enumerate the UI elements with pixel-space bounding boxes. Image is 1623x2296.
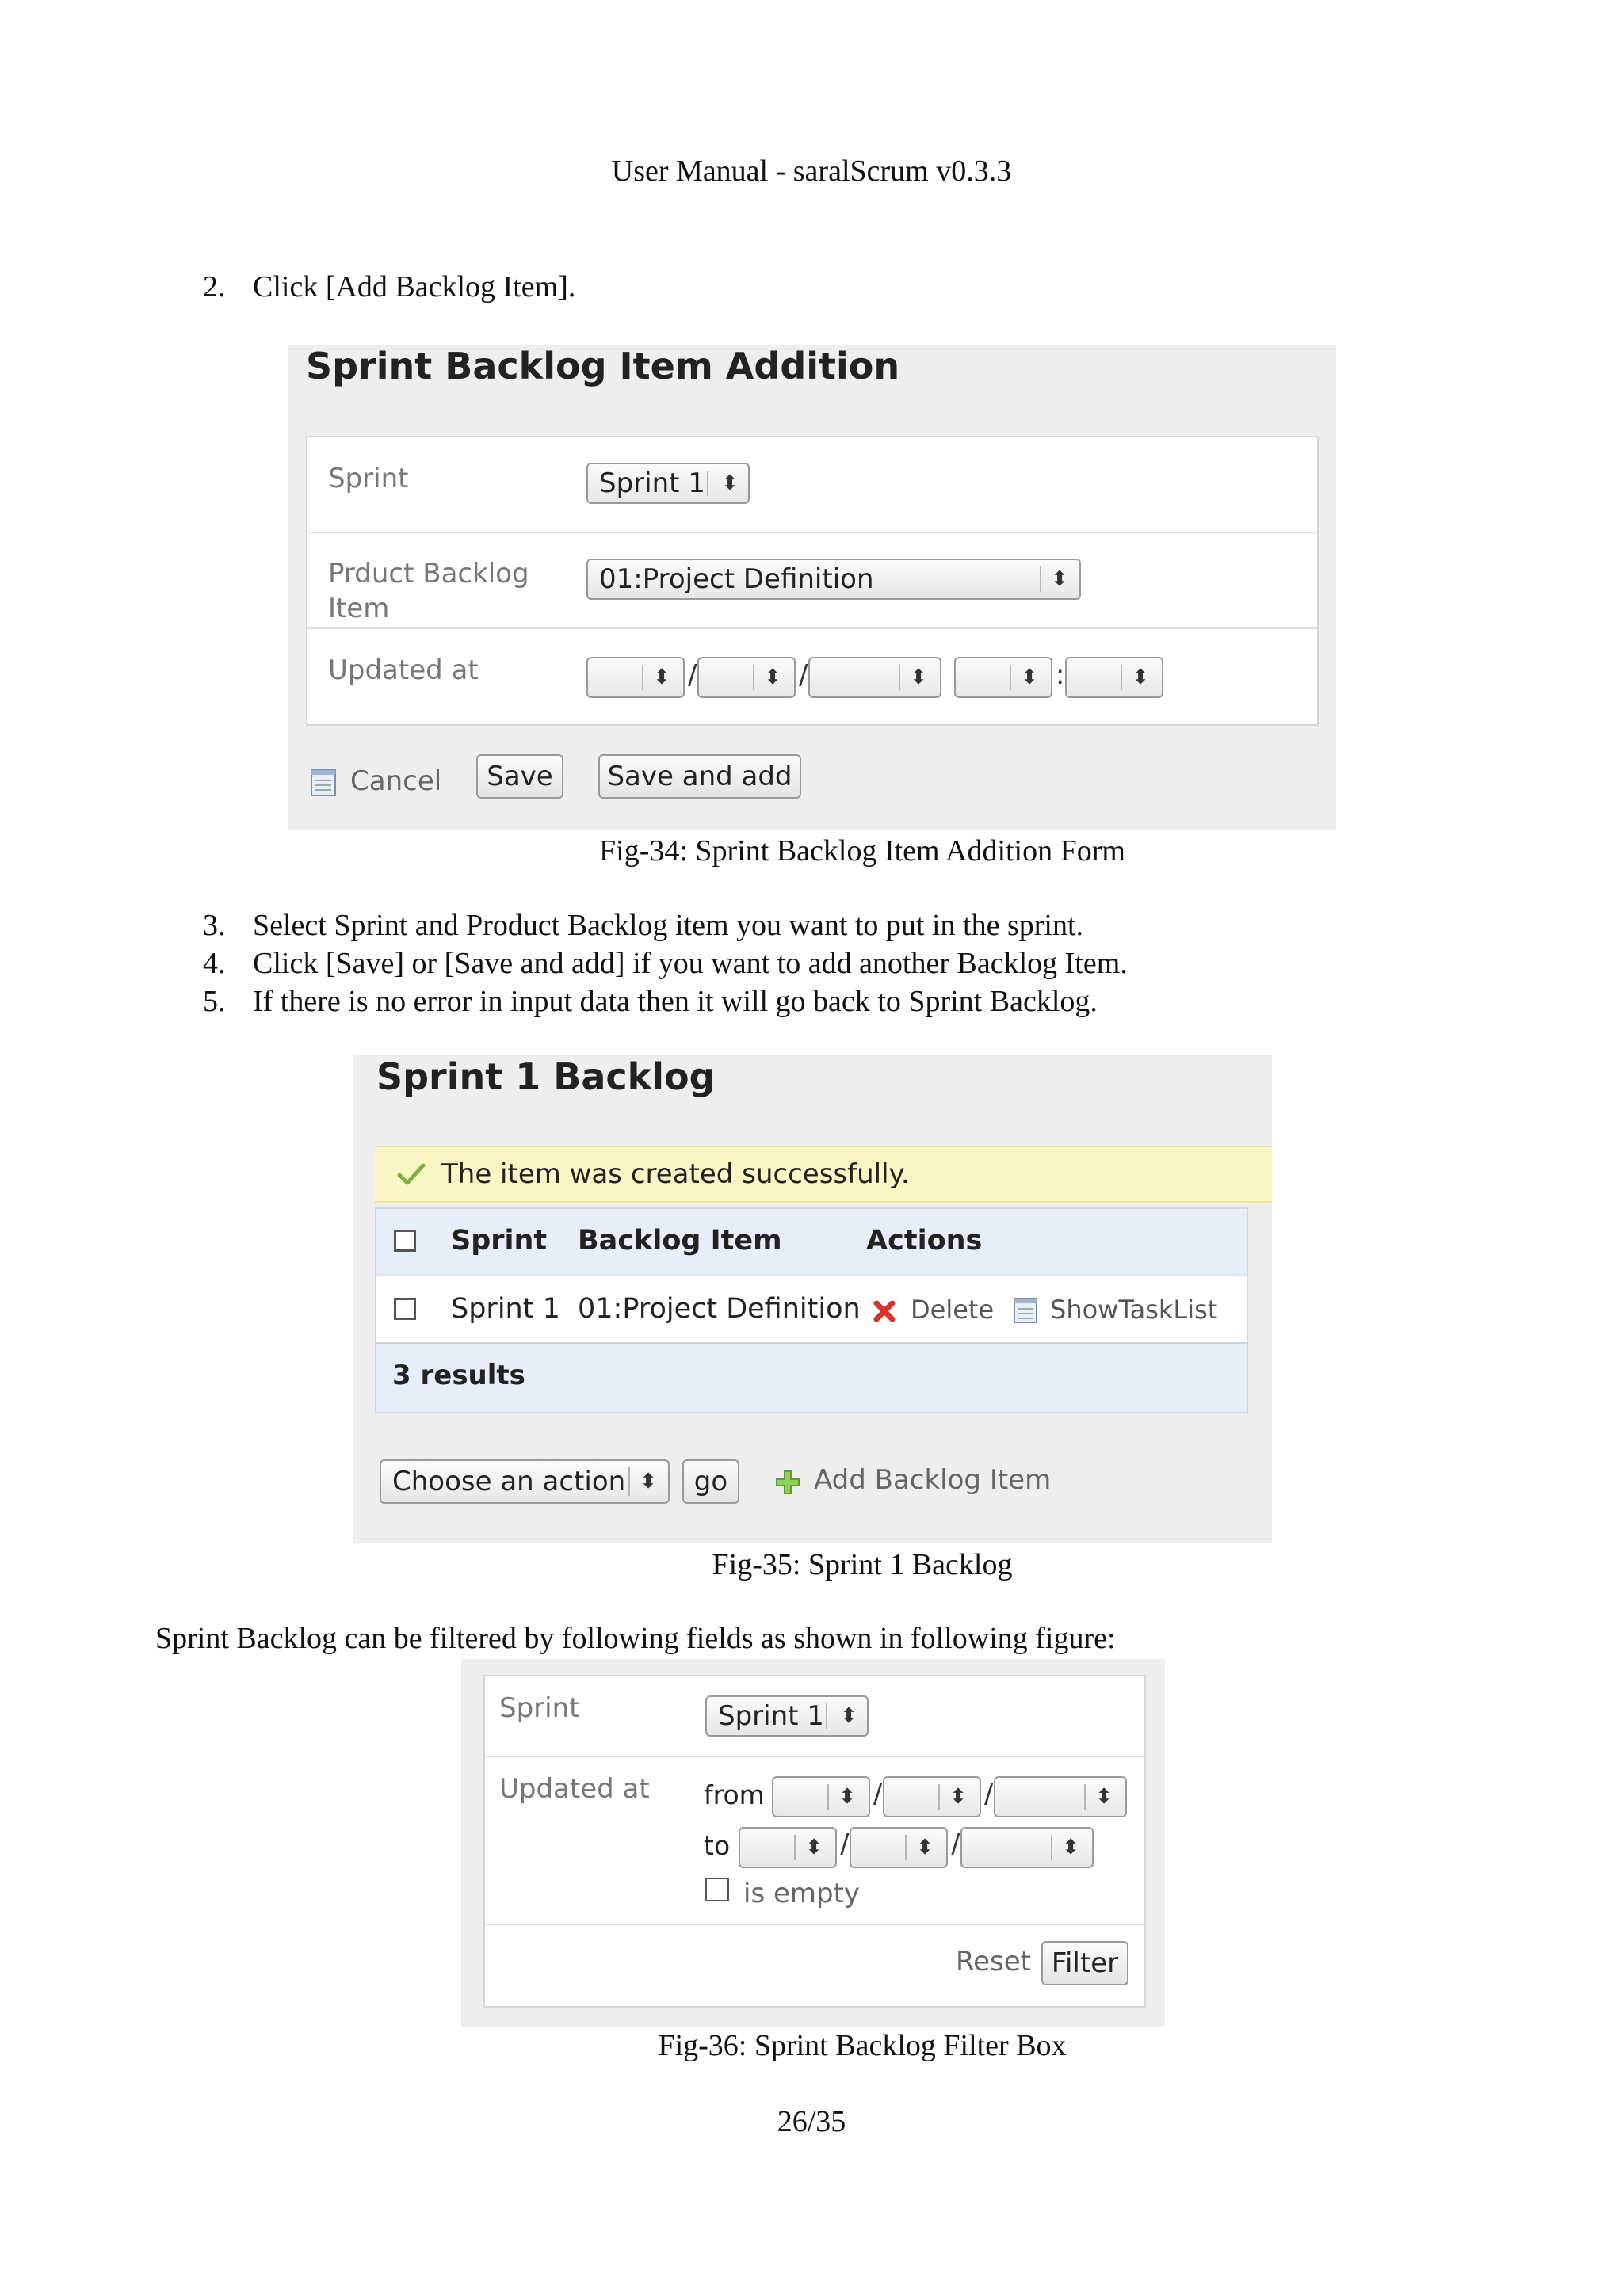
date-separator: /: [984, 1778, 994, 1810]
date-separator: /: [873, 1778, 883, 1810]
select-arrows-icon: ⬍: [1132, 666, 1149, 689]
select-arrows-icon: ⬍: [1095, 1785, 1113, 1809]
step-number: 5.: [203, 985, 226, 1018]
sprint-backlog-panel: [353, 1055, 1272, 1543]
step-number: 4.: [203, 947, 226, 980]
save-button[interactable]: Save: [476, 754, 563, 799]
figure-caption: Fig-34: Sprint Backlog Item Addition Form: [599, 834, 1125, 868]
time-separator: :: [1056, 659, 1065, 691]
filter-panel: [461, 1659, 1165, 2027]
select-arrows-icon: ⬍: [916, 1836, 934, 1859]
from-label: from: [704, 1779, 765, 1810]
checkmark-icon: [397, 1162, 426, 1186]
is-empty-label: is empty: [743, 1878, 861, 1909]
column-header-actions: Actions: [866, 1225, 983, 1257]
figure-caption: Fig-36: Sprint Backlog Filter Box: [658, 2029, 1067, 2062]
filter-button[interactable]: Filter: [1041, 1941, 1128, 1985]
filter-updated-label: Updated at: [499, 1773, 650, 1805]
select-arrows-icon: ⬍: [1021, 666, 1038, 689]
add-backlog-item-label: Add Backlog Item: [814, 1464, 1052, 1496]
go-button[interactable]: go: [682, 1459, 739, 1504]
success-text: The item was created successfully.: [441, 1158, 910, 1190]
row-divider: [485, 1756, 1144, 1757]
page-header: User Manual - saralScrum v0.3.3: [611, 154, 1012, 188]
filter-form: [483, 1675, 1146, 2008]
delete-x-icon: [873, 1299, 896, 1323]
filter-sprint-select[interactable]: [705, 1695, 869, 1737]
to-day-select[interactable]: [739, 1827, 837, 1868]
product-backlog-value: 01:Project Definition: [599, 563, 874, 595]
action-select-value: Choose an action: [392, 1466, 626, 1497]
step-text: If there is no error in input data then it will go back to Sprint Backlog.: [253, 985, 1098, 1018]
figure-caption: Fig-35: Sprint 1 Backlog: [712, 1548, 1013, 1581]
table-header: [376, 1209, 1247, 1274]
step-text: Click [Save] or [Save and add] if you want to add another Backlog Item.: [253, 947, 1128, 980]
form-title: Sprint Backlog Item Addition: [306, 345, 900, 387]
sprint-label: Sprint: [328, 463, 409, 494]
from-day-select[interactable]: [772, 1776, 870, 1817]
backlog-table: [375, 1207, 1248, 1413]
cell-backlog-item[interactable]: 01:Project Definition: [578, 1293, 861, 1325]
action-select[interactable]: [380, 1459, 670, 1504]
save-and-add-button[interactable]: Save and add: [598, 754, 801, 799]
to-year-select[interactable]: [960, 1827, 1094, 1868]
backlog-item-addition-panel: [288, 345, 1336, 830]
table-row: [376, 1274, 1247, 1344]
select-arrows-icon: ⬍: [1062, 1836, 1079, 1859]
select-all-checkbox[interactable]: [394, 1230, 416, 1252]
from-year-select[interactable]: [994, 1776, 1127, 1817]
select-arrows-icon: ⬍: [640, 1470, 657, 1493]
cell-sprint[interactable]: Sprint 1: [451, 1293, 560, 1325]
hour-select[interactable]: [954, 657, 1052, 698]
product-backlog-label: Prduct Backlog Item: [328, 558, 529, 624]
to-month-select[interactable]: [850, 1827, 948, 1868]
select-arrows-icon: ⬍: [805, 1836, 823, 1859]
year-select[interactable]: [808, 657, 941, 698]
select-arrows-icon: ⬍: [949, 1785, 967, 1809]
row-checkbox[interactable]: [394, 1298, 416, 1320]
delete-label: Delete: [911, 1295, 995, 1325]
backlog-title: Sprint 1 Backlog: [376, 1055, 716, 1098]
document-icon: [1014, 1298, 1037, 1323]
date-separator: /: [951, 1829, 960, 1860]
select-arrows-icon: ⬍: [764, 666, 781, 689]
page-number: 26/35: [777, 2105, 846, 2138]
step-text: Select Sprint and Product Backlog item you want to put in the sprint.: [253, 909, 1084, 942]
select-arrows-icon: ⬍: [653, 666, 670, 689]
column-header-backlog-item[interactable]: Backlog Item: [578, 1225, 782, 1257]
results-count: 3 results: [392, 1360, 525, 1391]
success-message: [375, 1146, 1272, 1203]
day-select[interactable]: [586, 657, 685, 698]
to-label: to: [704, 1830, 731, 1861]
show-task-list-label: ShowTaskList: [1050, 1295, 1218, 1325]
date-separator: /: [688, 659, 697, 691]
reset-link[interactable]: Reset: [956, 1946, 1031, 1978]
document-icon: [311, 769, 336, 796]
results-footer: [376, 1342, 1247, 1412]
from-month-select[interactable]: [883, 1776, 981, 1817]
select-arrows-icon: ⬍: [910, 666, 927, 689]
step-number: 2.: [203, 270, 226, 303]
column-header-sprint[interactable]: Sprint: [451, 1225, 548, 1257]
row-divider: [485, 1924, 1144, 1925]
row-divider: [307, 627, 1317, 629]
date-separator: /: [840, 1829, 850, 1860]
plus-icon: [774, 1469, 801, 1496]
filter-sprint-label: Sprint: [499, 1692, 580, 1724]
select-arrows-icon: ⬍: [838, 1785, 856, 1809]
date-separator: /: [799, 659, 808, 691]
month-select[interactable]: [697, 657, 796, 698]
product-backlog-select[interactable]: [586, 559, 1081, 600]
updated-at-label: Updated at: [328, 654, 479, 686]
filter-sprint-value: Sprint 1: [718, 1700, 824, 1732]
is-empty-checkbox[interactable]: [705, 1878, 729, 1901]
cancel-label: Cancel: [350, 765, 442, 797]
step-number: 3.: [203, 909, 226, 942]
row-divider: [307, 532, 1317, 533]
filter-intro: Sprint Backlog can be filtered by following fields as shown in following figure:: [155, 1622, 1116, 1655]
select-arrows-icon: ⬍: [721, 471, 739, 495]
sprint-select-value: Sprint 1: [599, 467, 705, 499]
select-arrows-icon: ⬍: [1051, 567, 1068, 591]
step-text: Click [Add Backlog Item].: [253, 270, 576, 303]
select-arrows-icon: ⬍: [840, 1704, 857, 1728]
addition-form: [306, 436, 1319, 726]
sprint-select[interactable]: [586, 463, 750, 504]
minute-select[interactable]: [1065, 657, 1163, 698]
